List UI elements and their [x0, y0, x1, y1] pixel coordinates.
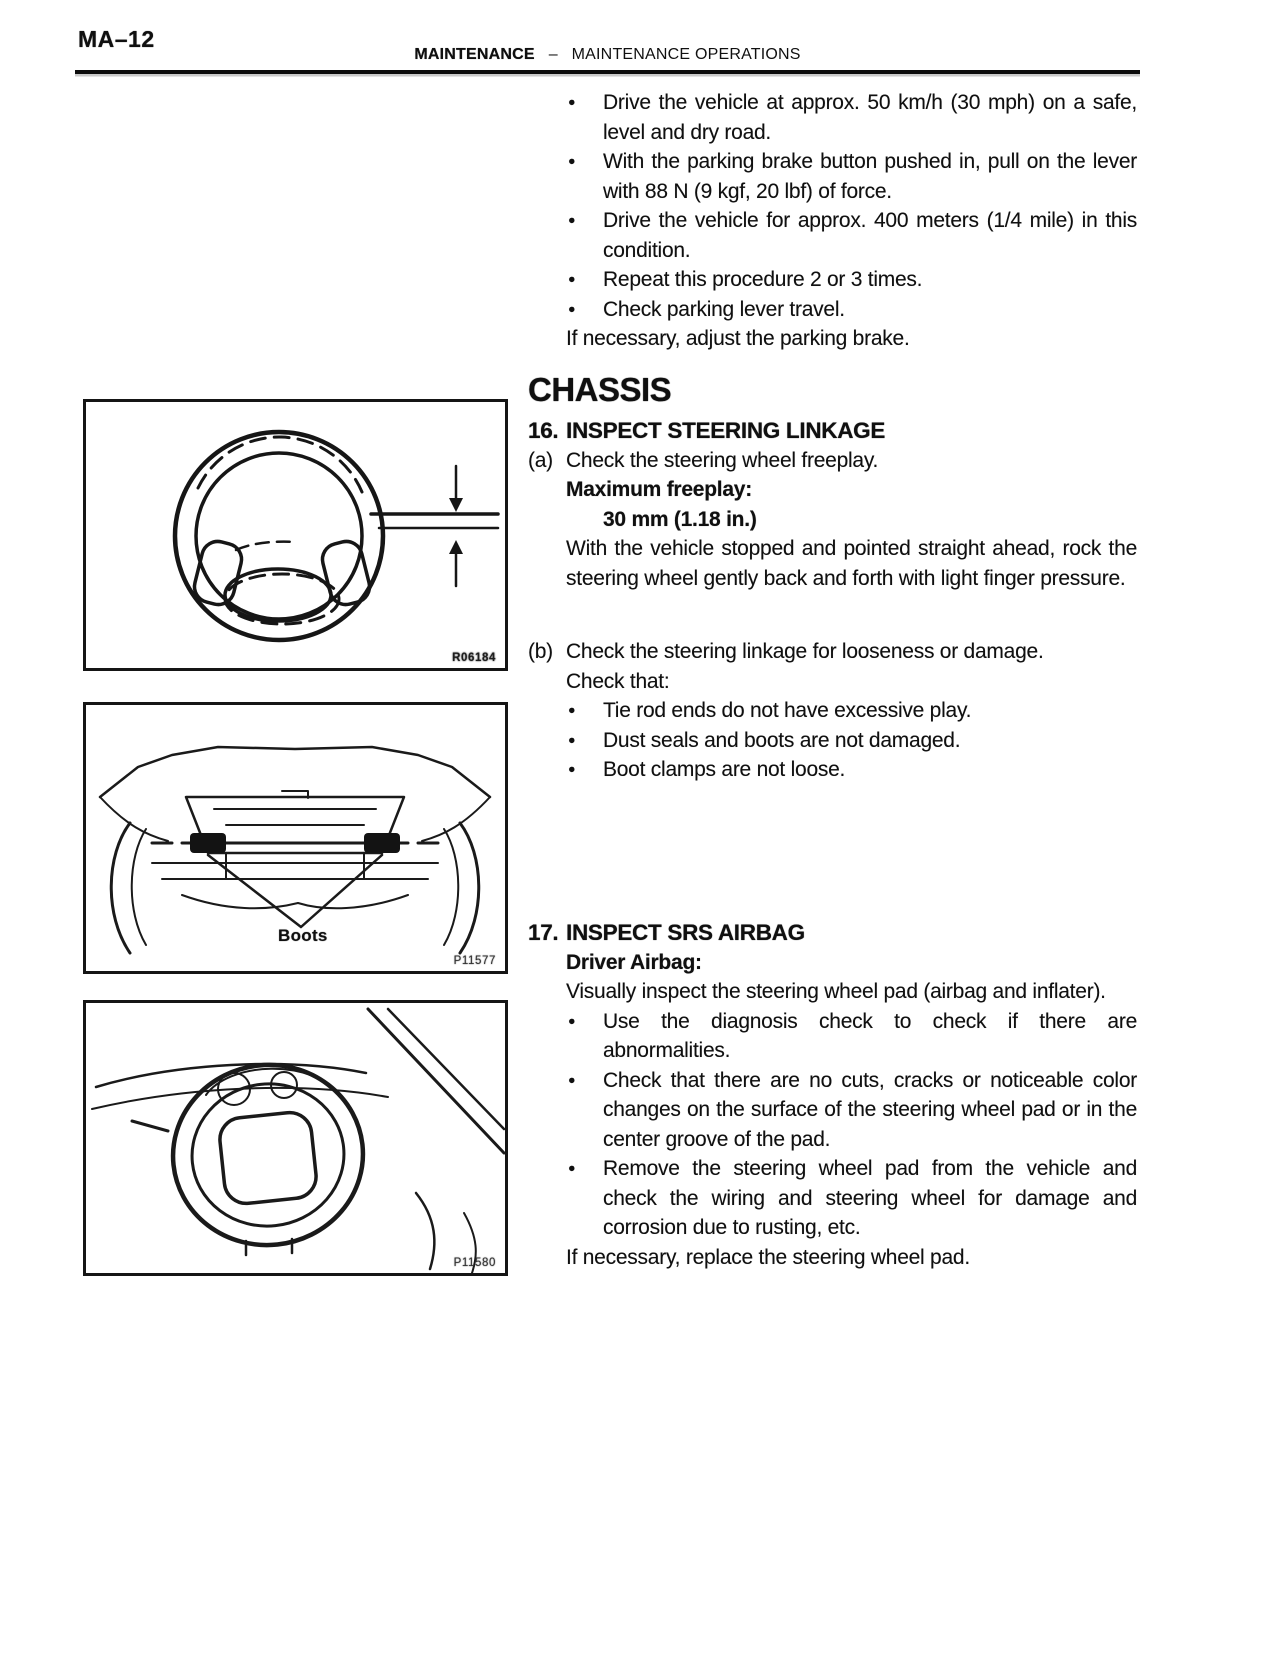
bullet-text: Drive the vehicle at approx. 50 km/h (30 mph) on a safe, level and dry road. [603, 91, 1137, 144]
step-a [528, 446, 1137, 476]
bullet-icon: ● [568, 732, 576, 747]
list-item [528, 147, 1137, 206]
bullet-icon: ● [568, 272, 576, 286]
bullet-icon: ● [568, 1013, 576, 1028]
airbag-footer: If necessary, replace the steering wheel pad. [566, 1245, 970, 1269]
item-number: 17. [528, 919, 559, 945]
spec-label: Maximum freeplay: [566, 478, 752, 501]
steering-wheel-freeplay-drawing [86, 402, 505, 668]
step-text: Check the steering linkage for looseness or damage. [566, 640, 1044, 663]
bullet-text: Use the diagnosis check to check if there are abnormalities. [603, 1009, 1137, 1062]
parking-brake-bullet-list [528, 88, 1137, 324]
bullet-icon: ● [568, 1072, 576, 1087]
airbag-subtitle: Driver Airbag: [566, 950, 702, 974]
bullet-icon: ● [568, 703, 576, 717]
bullet-icon: ● [568, 95, 576, 109]
airbag-check-list [528, 1007, 1137, 1243]
check-intro: Check that: [566, 669, 670, 693]
section-title: CHASSIS [528, 370, 672, 408]
steering-linkage-check-list [528, 696, 1137, 785]
bullet-text: Repeat this procedure 2 or 3 times. [603, 268, 923, 291]
bullet-icon: ● [568, 762, 576, 776]
running-header-subsection: MAINTENANCE OPERATIONS [571, 46, 801, 63]
procedure-text-column [528, 88, 1137, 1272]
list-item [528, 88, 1137, 147]
running-header-section: MAINTENANCE [414, 46, 535, 63]
page-number: MA–12 [78, 26, 155, 52]
header-rule [75, 70, 1140, 74]
parking-brake-footer: If necessary, adjust the parking brake. [566, 327, 910, 350]
figure-code: R06184 [452, 652, 496, 664]
list-item [528, 206, 1137, 265]
step-text: Check the steering wheel freeplay. [566, 448, 879, 472]
figure-steering-wheel-freeplay [83, 399, 508, 671]
bullet-icon: ● [568, 301, 576, 316]
list-item [528, 1007, 1137, 1066]
spec-value: 30 mm (1.18 in.) [603, 507, 757, 531]
figure-code: P11580 [453, 1257, 496, 1269]
bullet-icon: ● [568, 154, 576, 168]
bullet-text: Boot clamps are not loose. [603, 758, 846, 781]
bullet-text: Dust seals and boots are not damaged. [603, 728, 961, 752]
figure-driver-airbag-pad [83, 1000, 508, 1276]
step-label: (b) [528, 640, 553, 663]
item-17-heading [528, 917, 1137, 948]
running-header [75, 46, 1140, 64]
item-16-heading [528, 415, 1137, 446]
driver-airbag-drawing [86, 1003, 505, 1273]
bullet-text: Remove the steering wheel pad from the vehicle and check the wiring and steering wheel for damage and corrosion due to rusting, etc. [603, 1157, 1137, 1239]
bullet-icon: ● [568, 1161, 576, 1175]
list-item [528, 295, 1137, 325]
step-label: (a) [528, 448, 553, 472]
item-title: INSPECT SRS AIRBAG [566, 919, 805, 945]
running-header-dash: – [548, 46, 558, 63]
airbag-intro: Visually inspect the steering wheel pad (airbag and inflater). [566, 980, 1106, 1003]
bullet-text: Drive the vehicle for approx. 400 meters (1/4 mile) in this condition. [603, 209, 1137, 262]
list-item [528, 755, 1137, 785]
bullet-text: Tie rod ends do not have excessive play. [603, 699, 972, 722]
bullet-text: With the parking brake button pushed in, pull on the lever with 88 N (9 kgf, 20 lbf) of force. [603, 150, 1137, 203]
list-item [528, 1154, 1137, 1243]
bullet-icon: ● [568, 213, 576, 227]
boots-callout-label: Boots [278, 926, 328, 945]
figure-steering-linkage-boots [83, 702, 508, 974]
step-a-note: With the vehicle stopped and pointed straight ahead, rock the steering wheel gently back and forth with light finger pressure. [566, 537, 1137, 590]
list-item [528, 726, 1137, 756]
bullet-text: Check parking lever travel. [603, 297, 845, 321]
list-item [528, 1066, 1137, 1155]
list-item [528, 696, 1137, 726]
list-item [528, 265, 1137, 295]
step-b [528, 637, 1137, 667]
figure-code: P11577 [453, 955, 496, 967]
item-number: 16. [528, 417, 559, 443]
bullet-text: Check that there are no cuts, cracks or noticeable color changes on the surface of the steering wheel pad or in the center groove of the pad. [603, 1068, 1137, 1151]
item-title: INSPECT STEERING LINKAGE [566, 417, 886, 443]
